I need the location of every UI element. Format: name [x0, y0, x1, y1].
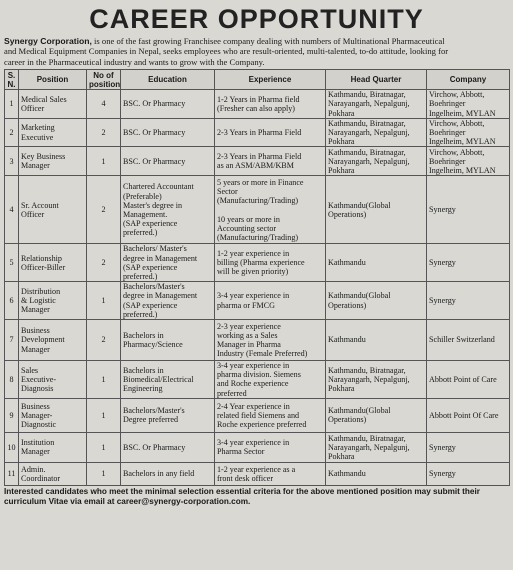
cell-position-line: Key Business [21, 152, 66, 162]
cell-education-line: Bachelors/Master's [123, 406, 185, 416]
cell-company-line: Synergy [429, 469, 456, 479]
cell-position [19, 90, 87, 119]
table-body [5, 90, 510, 486]
cell-experience-line: front desk officer [217, 473, 274, 483]
application-note [4, 487, 509, 507]
cell-sn: 10 [5, 432, 19, 462]
cell-experience-line: Pharma Sector [217, 447, 265, 457]
cell-education-line: Bachelors in any field [123, 469, 195, 479]
cell-position-line: Manager [21, 305, 50, 315]
cell-sn: 5 [5, 244, 19, 282]
cell-sn: 2 [5, 118, 19, 147]
cell-education-line: Bachelors in [123, 330, 164, 340]
cell-experience-line: 3-4 year experience in [217, 438, 290, 448]
cell-education-line: preferred.) [123, 228, 158, 238]
cell-experience-line: 3-4 year experience in [217, 361, 290, 371]
cell-head-quarter-line: Kathmandu(Global [328, 406, 391, 416]
cell-experience-line: (Manufacturing/Trading) [217, 232, 299, 242]
cell-head-quarter [326, 320, 427, 361]
cell-education [121, 90, 215, 119]
cell-no-of-position: 1 [87, 398, 121, 432]
cell-education-line: Bachelors/Master's [123, 282, 185, 292]
table-row [5, 432, 510, 462]
cell-no-of-position: 2 [87, 176, 121, 244]
cell-head-quarter-line: Kathmandu, Biratnagar, [328, 365, 406, 375]
cell-position-line: Executive- [21, 374, 57, 384]
cell-head-quarter [326, 462, 427, 485]
header-no-of-position-line: No of [93, 70, 114, 80]
cell-head-quarter-line: Kathmandu, Biratnagar, [328, 118, 406, 128]
cell-company-line: Abbott Point of Care [429, 374, 497, 384]
cell-experience-line: Manager in Pharma [217, 340, 281, 350]
cell-education-line: Bachelors in [123, 365, 164, 375]
cell-position [19, 244, 87, 282]
cell-company-line: Boehringer [429, 99, 466, 109]
cell-head-quarter [326, 176, 427, 244]
cell-company-line: Synergy [429, 296, 456, 306]
cell-head-quarter-line: Kathmandu [328, 258, 366, 268]
cell-experience [215, 244, 326, 282]
cell-company-line: Synergy [429, 442, 456, 452]
header-head-quarter [326, 70, 427, 90]
header-no-of-position [87, 70, 121, 90]
cell-education-line: degree in Management [123, 253, 198, 263]
cell-head-quarter-line: Pokhara [328, 108, 355, 118]
cell-education-line: Biomedical/Electrical [123, 374, 194, 384]
cell-no-of-position: 4 [87, 90, 121, 119]
header-head-quarter-line: Head Quarter [350, 75, 402, 85]
cell-head-quarter [326, 361, 427, 399]
cell-head-quarter-line: Kathmandu [328, 335, 366, 345]
cell-position-line: Diagnosis [21, 384, 54, 394]
cell-sn: 9 [5, 398, 19, 432]
cell-company [427, 462, 510, 485]
table-row [5, 147, 510, 176]
header-sn [5, 70, 19, 90]
header-position-line: Position [36, 75, 69, 85]
cell-position [19, 176, 87, 244]
banner-title: CAREER OPPORTUNITY [89, 3, 424, 34]
cell-position-line: & Logistic [21, 296, 56, 306]
cell-no-of-position: 1 [87, 432, 121, 462]
cell-head-quarter-line: Kathmandu(Global [328, 200, 391, 210]
cell-position [19, 282, 87, 320]
cell-position-line: Business [21, 326, 50, 336]
cell-education-line: BSC. Or Pharmacy [123, 128, 186, 138]
cell-education [121, 320, 215, 361]
cell-no-of-position: 2 [87, 118, 121, 147]
cell-head-quarter [326, 244, 427, 282]
cell-position-line: Officer-Biller [21, 262, 66, 272]
cell-company-line: Ingelheim, MYLAN [429, 108, 496, 118]
header-experience-line: Experience [248, 75, 292, 85]
cell-head-quarter [326, 147, 427, 176]
cell-experience [215, 176, 326, 244]
cell-head-quarter-line: Operations) [328, 415, 367, 425]
cell-no-of-position: 1 [87, 462, 121, 485]
cell-education-line: Master's degree in [123, 200, 182, 210]
cell-position [19, 147, 87, 176]
intro-line-3: career in the Pharmaceutical industry and wants to grow with the Company. [4, 56, 265, 67]
cell-head-quarter [326, 90, 427, 119]
cell-sn: 6 [5, 282, 19, 320]
cell-education-line: Bachelors/ Master's [123, 244, 187, 254]
cell-company [427, 398, 510, 432]
cell-head-quarter-line: Kathmandu [328, 469, 366, 479]
cell-experience-line: Sector [217, 186, 238, 196]
cell-experience-line: 1-2 year experience in [217, 249, 290, 259]
cell-education-line: Chartered Accountant [123, 182, 194, 192]
application-note-line-1: Interested candidates who meet the minimal selection essential criteria for the above mentioned position may submit their [4, 486, 480, 496]
header-position [19, 70, 87, 90]
cell-education [121, 176, 215, 244]
cell-company [427, 361, 510, 399]
cell-head-quarter-line: Operations) [328, 209, 367, 219]
cell-position-line: Institution [21, 438, 55, 448]
cell-head-quarter-line: Kathmandu, Biratnagar, [328, 147, 406, 157]
table-row [5, 90, 510, 119]
cell-experience-line: 5 years or more in Finance [217, 177, 304, 187]
cell-experience-line: 2-3 Years in Pharma Field [217, 128, 302, 138]
cell-position-line: Business [21, 401, 50, 411]
cell-sn: 3 [5, 147, 19, 176]
cell-head-quarter-line: Narayangarh, Nepalgunj, [328, 156, 410, 166]
cell-head-quarter-line: Narayangarh, Nepalgunj, [328, 374, 410, 384]
cell-head-quarter-line: Narayangarh, Nepalgunj, [328, 442, 410, 452]
cell-experience-line: 2-3 Years in Pharma Field [217, 152, 302, 162]
cell-education-line: (Preferable) [123, 191, 162, 201]
cell-head-quarter-line: Narayangarh, Nepalgunj, [328, 99, 410, 109]
cell-position-line: Distribution [21, 286, 61, 296]
cell-company-line: Schiller Switzerland [429, 335, 495, 345]
cell-head-quarter [326, 282, 427, 320]
header-sn-line: N. [7, 79, 16, 89]
cell-company-line: Abbott Point Of Care [429, 410, 499, 420]
cell-experience-line: (Manufacturing/Trading) [217, 196, 299, 206]
cell-position-line: Coordinator [21, 473, 61, 483]
table-row [5, 320, 510, 361]
cell-no-of-position: 1 [87, 361, 121, 399]
cell-sn: 1 [5, 90, 19, 119]
cell-experience [215, 398, 326, 432]
cell-position-line: Medical Sales [21, 94, 67, 104]
header-education-line: Education [148, 75, 187, 85]
cell-position [19, 432, 87, 462]
cell-head-quarter-line: Pokhara [328, 384, 355, 394]
cell-position-line: Officer [21, 209, 45, 219]
table-row [5, 398, 510, 432]
cell-position-line: Officer [21, 104, 45, 114]
header-row [5, 70, 510, 90]
header-education [121, 70, 215, 90]
cell-experience-line: Accounting sector [217, 223, 277, 233]
cell-position [19, 462, 87, 485]
cell-education [121, 244, 215, 282]
cell-experience-line: billing (Pharma experience [217, 258, 305, 268]
cell-experience-line: will be given priority) [217, 267, 289, 277]
cell-sn: 7 [5, 320, 19, 361]
cell-experience-line: 3-4 year experience in [217, 291, 290, 301]
cell-position [19, 361, 87, 399]
cell-head-quarter [326, 432, 427, 462]
cell-company-line: Virchow, Abbott, [429, 147, 485, 157]
cell-company [427, 118, 510, 147]
table-row [5, 462, 510, 485]
cell-position-line: Executive [21, 132, 54, 142]
cell-experience-line: pharma or FMCG [217, 300, 275, 310]
cell-position [19, 118, 87, 147]
cell-position-line: Manager [21, 344, 50, 354]
cell-experience-line: Roche experience preferred [217, 419, 307, 429]
application-note-line-2: curriculum Vitae via email at career@synergy-corporation.com. [4, 496, 251, 506]
cell-head-quarter-line: Pokhara [328, 166, 355, 176]
cell-experience-line: 2-4 Year experience in [217, 401, 290, 411]
cell-education [121, 118, 215, 147]
cell-company [427, 90, 510, 119]
cell-sn: 4 [5, 176, 19, 244]
cell-education [121, 398, 215, 432]
cell-education-line: degree in Management [123, 291, 198, 301]
cell-position [19, 398, 87, 432]
cell-company [427, 176, 510, 244]
cell-experience [215, 361, 326, 399]
cell-education-line: BSC. Or Pharmacy [123, 442, 186, 452]
cell-company [427, 282, 510, 320]
cell-experience-line: 1-2 Years in Pharma field [217, 94, 300, 104]
cell-experience-line: 2-3 year experience [217, 321, 281, 331]
cell-experience [215, 118, 326, 147]
header-experience [215, 70, 326, 90]
intro-line-2: and Medical Equipment Companies in Nepal, seeks employees who are result-oriented, multi-talented, to-do attitude, looking for [4, 46, 449, 57]
cell-education-line: Pharmacy/Science [123, 340, 183, 350]
cell-experience-line: pharma division. Siemens [217, 370, 301, 380]
cell-company-line: Virchow, Abbott, [429, 90, 485, 100]
cell-experience-line: 10 years or more in [217, 214, 280, 224]
cell-position-line: Marketing [21, 123, 55, 133]
cell-company [427, 147, 510, 176]
header-no-of-position-line: position [89, 79, 121, 89]
cell-no-of-position: 1 [87, 282, 121, 320]
cell-position-line: Manager- [21, 410, 53, 420]
cell-position-line: Manager [21, 161, 50, 171]
cell-no-of-position: 1 [87, 147, 121, 176]
job-table [4, 69, 510, 486]
table-row [5, 361, 510, 399]
cell-education-line: (SAP experience [123, 262, 178, 272]
cell-education [121, 462, 215, 485]
cell-position [19, 320, 87, 361]
cell-head-quarter [326, 118, 427, 147]
cell-education [121, 361, 215, 399]
cell-experience-line: and Roche experience [217, 379, 289, 389]
table-row [5, 244, 510, 282]
cell-experience-line [217, 205, 323, 214]
header-company [427, 70, 510, 90]
cell-position-line: Development [21, 335, 65, 345]
cell-experience-line: related field Siemens and [217, 410, 300, 420]
cell-head-quarter [326, 398, 427, 432]
cell-experience-line: 1-2 year experience as a [217, 464, 296, 474]
cell-company-line: Synergy [429, 205, 456, 215]
cell-education-line: (SAP experience [123, 219, 178, 229]
cell-education-line: preferred.) [123, 309, 158, 319]
cell-education [121, 432, 215, 462]
cell-experience [215, 282, 326, 320]
table-row [5, 176, 510, 244]
cell-education-line: (SAP experience [123, 300, 178, 310]
cell-company-line: Virchow, Abbott, [429, 118, 485, 128]
cell-education-line: BSC. Or Pharmacy [123, 156, 186, 166]
cell-company-line: Ingelheim, MYLAN [429, 137, 496, 147]
cell-position-line: Relationship [21, 253, 62, 263]
cell-experience [215, 462, 326, 485]
cell-company-line: Synergy [429, 258, 456, 268]
cell-experience [215, 147, 326, 176]
cell-company [427, 244, 510, 282]
cell-experience [215, 320, 326, 361]
cell-company [427, 432, 510, 462]
cell-experience-line: working as a Sales [217, 330, 278, 340]
cell-experience-line: (Fresher can also apply) [217, 104, 295, 114]
cell-no-of-position: 2 [87, 320, 121, 361]
cell-education-line: BSC. Or Pharmacy [123, 99, 186, 109]
cell-position-line: Admin. [21, 464, 46, 474]
intro-paragraph [4, 36, 509, 67]
cell-position-line: Diagnostic [21, 419, 57, 429]
cell-experience-line: preferred [217, 388, 247, 398]
header-company-line: Company [449, 75, 487, 85]
cell-experience-line: Industry (Female Preferred) [217, 349, 308, 359]
cell-position-line: Manager [21, 447, 50, 457]
table-header [5, 70, 510, 90]
cell-sn: 8 [5, 361, 19, 399]
cell-experience-line: as an ASM/ABM/KBM [217, 161, 294, 171]
cell-head-quarter-line: Kathmandu, Biratnagar, [328, 90, 406, 100]
cell-company-line: Ingelheim, MYLAN [429, 166, 496, 176]
table-row [5, 118, 510, 147]
cell-head-quarter-line: Kathmandu(Global [328, 291, 391, 301]
company-name: Synergy Corporation, [4, 36, 92, 46]
cell-experience [215, 432, 326, 462]
cell-sn: 11 [5, 462, 19, 485]
cell-education-line: Management. [123, 209, 168, 219]
cell-head-quarter-line: Kathmandu, Biratnagar, [328, 433, 406, 443]
cell-position-line: Sales [21, 365, 39, 375]
cell-education-line: Engineering [123, 384, 163, 394]
cell-head-quarter-line: Pokhara [328, 451, 355, 461]
header-sn-line: S. [7, 70, 16, 80]
table-row [5, 282, 510, 320]
cell-education-line: preferred.) [123, 272, 158, 282]
cell-education [121, 282, 215, 320]
cell-head-quarter-line: Narayangarh, Nepalgunj, [328, 128, 410, 138]
cell-experience [215, 90, 326, 119]
cell-education [121, 147, 215, 176]
intro-line-1: is one of the fast growing Franchisee company dealing with numbers of Multinational Pharmaceutical [94, 36, 445, 46]
cell-company-line: Boehringer [429, 156, 466, 166]
cell-head-quarter-line: Operations) [328, 300, 367, 310]
cell-head-quarter-line: Pokhara [328, 137, 355, 147]
cell-position-line: Sr. Account [21, 200, 59, 210]
cell-company [427, 320, 510, 361]
cell-education-line: Degree preferred [123, 415, 179, 425]
cell-company-line: Boehringer [429, 128, 466, 138]
cell-no-of-position: 2 [87, 244, 121, 282]
